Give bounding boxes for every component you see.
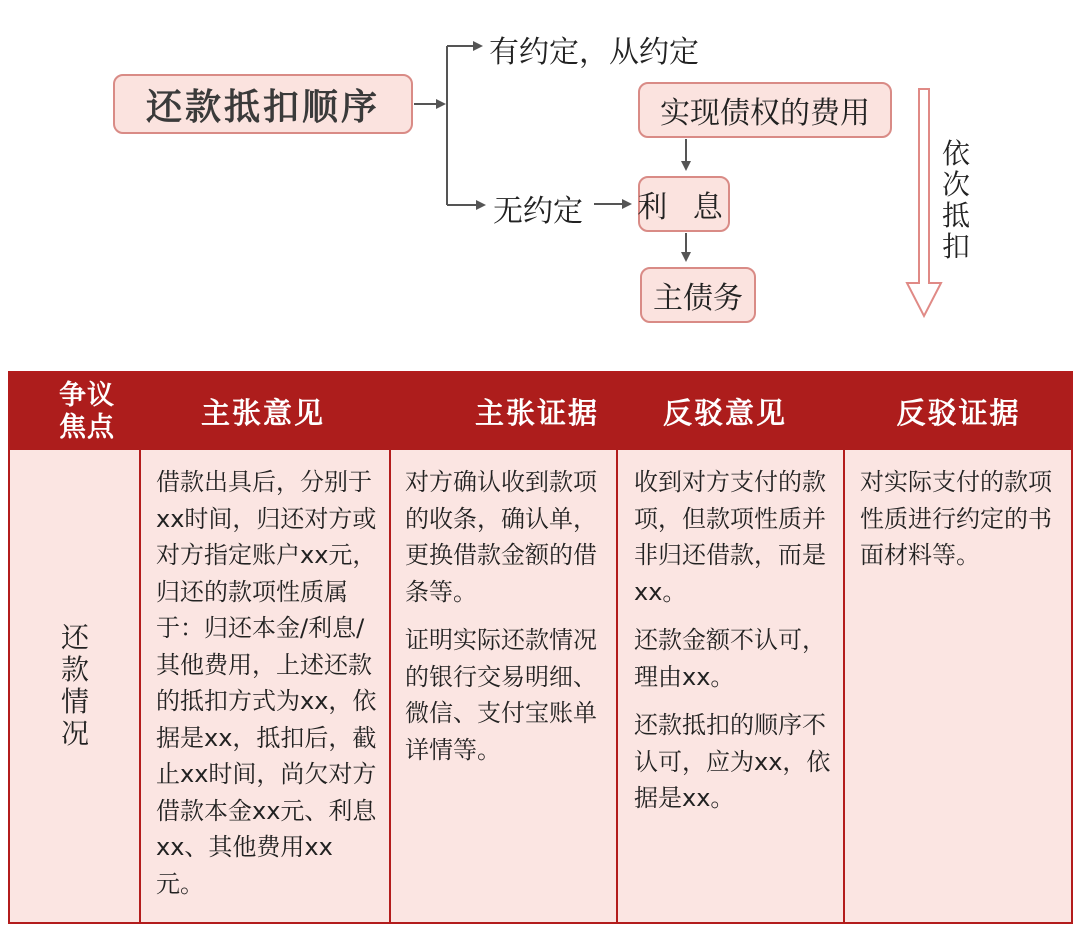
table-header (10, 373, 1071, 450)
rebuttal-item: 还款金额不认可，理由xx。 (634, 626, 826, 691)
cell-claim-evidence (405, 450, 605, 922)
rebuttal-item: 还款抵扣的顺序不认可，应为xx，依据是xx。 (634, 711, 831, 812)
claim-evidence-item: 证明实际还款情况的银行交易明细、微信、支付宝账单详情等。 (405, 626, 597, 764)
claim-evidence-item: 对方确认收到款项的收条，确认单，更换借款金额的借条等。 (405, 468, 597, 606)
claim-text: 借款出具后，分别于xx时间，归还对方或对方指定账户xx元，归还的款项性质属于：归还本金/利息/其他费用，上述还款的抵扣方式为xx，依据是xx，抵扣后，截止xx时间，尚欠对方借款本金xx元、利息xx、其他费用xx元。 (156, 468, 377, 898)
column-divider (843, 450, 845, 922)
column-divider (389, 450, 391, 922)
header-dispute-focus-line1: 争议 (59, 379, 115, 411)
header-dispute-focus (32, 373, 142, 450)
column-divider (616, 450, 618, 922)
dispute-table (8, 371, 1073, 924)
header-rebuttal-evidence: 反驳证据 (896, 396, 1021, 430)
flowchart-title: 还款抵扣顺序 (113, 74, 413, 134)
cell-dispute-focus (10, 450, 140, 922)
header-claim: 主张意见 (200, 396, 325, 430)
header-rebuttal: 反驳意见 (662, 396, 787, 430)
header-dispute-focus-line2: 焦点 (59, 411, 115, 443)
header-claim-evidence: 主张证据 (474, 396, 599, 430)
cell-rebuttal-evidence (860, 450, 1060, 922)
step-interest: 利 息 (638, 176, 730, 232)
agreed-label: 有约定，从约定 (489, 35, 699, 70)
sequence-label: 依次抵扣 (941, 137, 970, 263)
rebuttal-item: 收到对方支付的款项，但款项性质并非归还借款，而是xx。 (634, 468, 826, 606)
not-agreed-label: 无约定 (493, 194, 583, 229)
cell-rebuttal (634, 450, 839, 922)
step-principal: 主债务 (640, 267, 756, 323)
rebuttal-evidence-text: 对实际支付的款项性质进行约定的书面材料等。 (860, 468, 1052, 569)
cell-claim (156, 450, 378, 922)
focus-repayment: 还款情况 (60, 621, 89, 750)
sequence-down-arrow (907, 89, 941, 316)
step-enforcement-cost: 实现债权的费用 (638, 82, 892, 138)
